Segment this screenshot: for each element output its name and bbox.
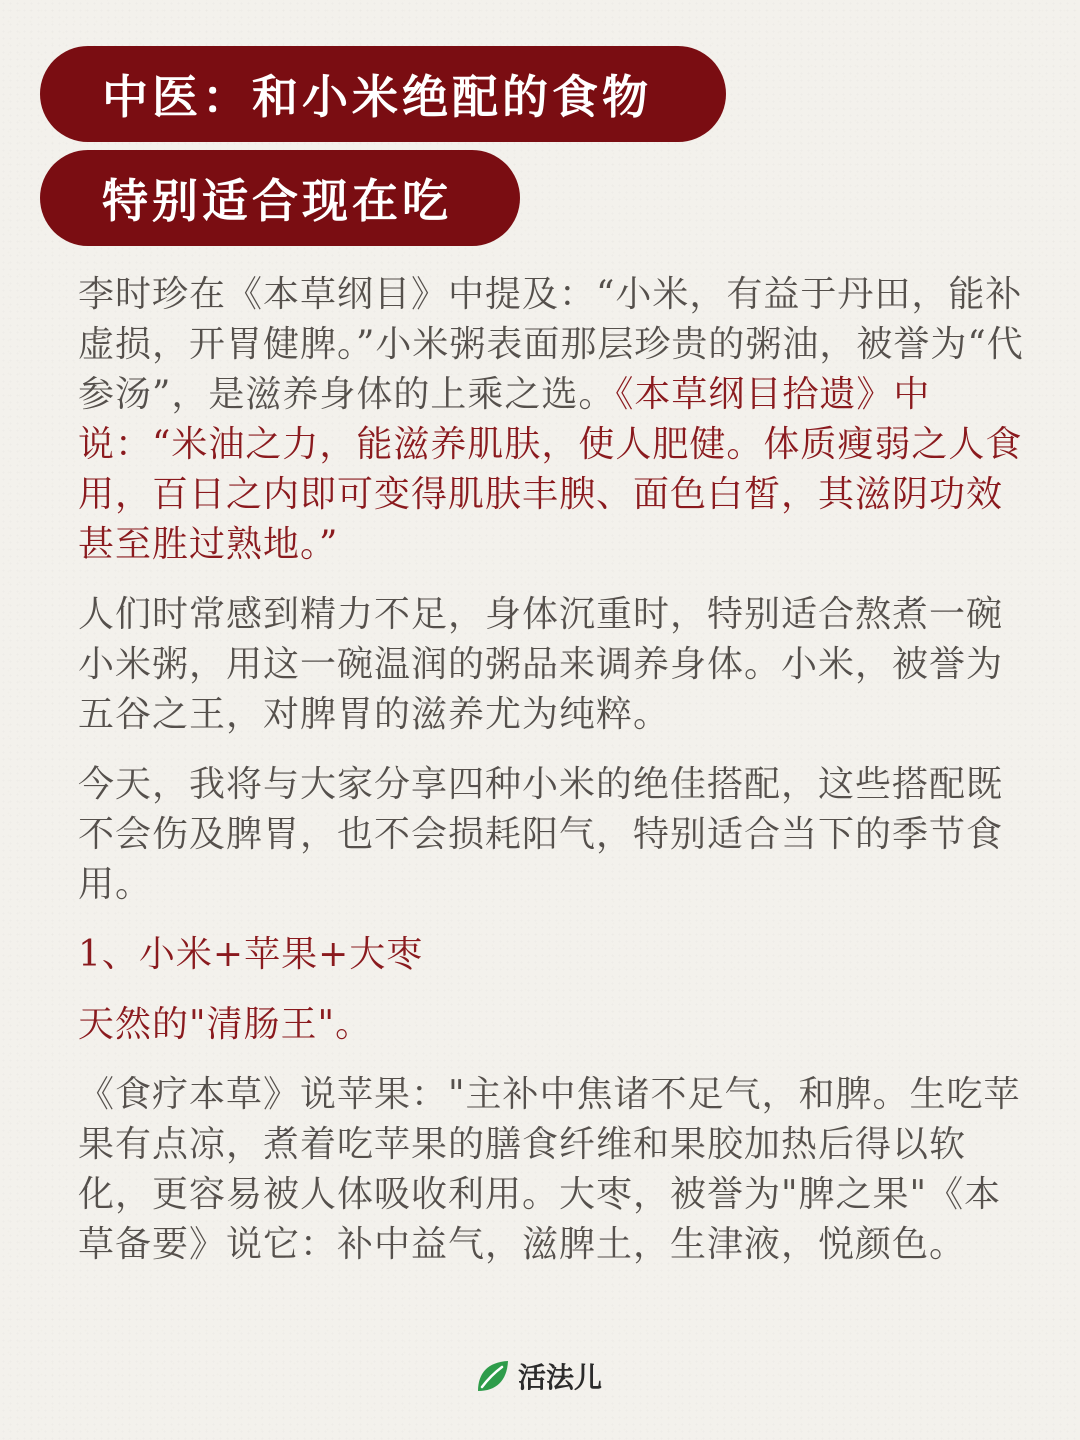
title-line1: 中医：和小米绝配的食物 [102, 70, 652, 124]
section-heading: 1、小米+苹果+大枣 [78, 934, 424, 975]
paragraph-2: 人们时常感到精力不足，身体沉重时，特别适合熬煮一碗小米粥，用这一碗温润的粥品来调养身体。小米，被誉为五谷之王，对脾胃的滋养尤为纯粹。 [78, 594, 1004, 735]
paragraph-4: 《食疗本草》说苹果："主补中焦诸不足气，和脾。生吃苹果有点凉，煮着吃苹果的膳食纤维和果胶加热后得以软化，更容易被人体吸收利用。大枣，被誉为"脾之果"《本草备要》说它：补中益气，滋脾土，生津液，悦颜色。 [78, 1074, 1021, 1265]
paragraph-1-quote: 《本草纲目拾遗》中说：“米油之力，能滋养肌肤，使人肥健。体质瘦弱之人食用，百日之内即可变得肌肤丰腴、面色白皙，其滋阴功效甚至胜过熟地。” [78, 374, 1023, 565]
title-banner-line2 [40, 150, 520, 246]
article-body [78, 270, 1038, 1290]
leaf-icon [474, 1357, 512, 1395]
paragraph-3: 今天，我将与大家分享四种小米的绝佳搭配，这些搭配既不会伤及脾胃，也不会损耗阳气，特别适合当下的季节食用。 [78, 764, 1004, 905]
paragraph-1-text: 李时珍在《本草纲目》中提及：“小米，有益于丹田，能补虚损，开胃健脾。”小米粥表面那层珍贵的粥油，被誉为“代参汤”，是滋养身体的上乘之选。 [78, 274, 1024, 415]
brand-name: 活法儿 [518, 1361, 603, 1394]
title-line2: 特别适合现在吃 [102, 174, 452, 228]
section-subheading: 天然的"清肠王"。 [78, 1004, 373, 1045]
title-banner-line1 [40, 46, 726, 142]
brand-logo [474, 1356, 602, 1396]
paragraph-1 [78, 270, 1038, 570]
